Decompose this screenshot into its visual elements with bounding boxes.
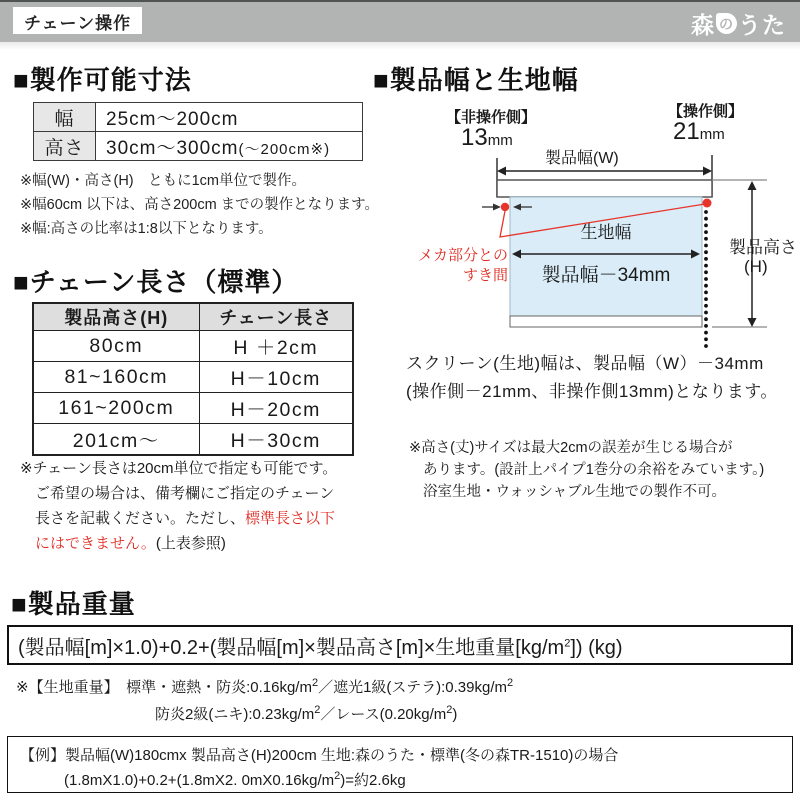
section-title-chain-length: ■チェーン長さ（標準） <box>13 267 299 297</box>
mechanism-gap-label <box>395 246 508 286</box>
formula-text: (製品幅[m]×1.0)+0.2+(製品幅[m]×製品高さ[m]×生地重量[kg/m <box>18 636 565 659</box>
non-operation-side-label: 【非操作側】 <box>446 109 537 126</box>
fabric-weight-line1 <box>16 676 513 697</box>
note-line <box>20 506 337 531</box>
arrowhead-up <box>748 181 757 190</box>
dimension-value-width <box>96 103 363 132</box>
superscript-2: 2 <box>506 677 514 689</box>
note-text: (上表参照) <box>155 535 226 552</box>
superscript-2: 2 <box>446 704 453 716</box>
cell-height: 80cm <box>33 331 199 362</box>
gap-21mm: 21 <box>673 118 700 145</box>
dimension-label-height: 高さ <box>34 132 96 161</box>
head-rail <box>497 180 712 197</box>
fabric-weight-line2 <box>16 697 513 724</box>
fabric-width-caption <box>406 350 778 406</box>
cell-height: 161~200cm <box>33 393 199 424</box>
superscript-2: 2 <box>564 636 571 649</box>
cell-height: 201cm～ <box>33 424 199 455</box>
col-header-product-height: 製品高さ(H) <box>33 303 199 331</box>
bottom-rail <box>510 316 702 327</box>
dimensions-table <box>33 102 363 161</box>
height-range-note: (～200cm※) <box>238 140 331 158</box>
section-title-dimensions: ■製作可能寸法 <box>13 65 192 95</box>
note-text: ) <box>452 706 458 723</box>
cell-chain: H ＋2cm <box>199 331 353 362</box>
gap-label-line1: メカ部分との <box>417 247 508 264</box>
note-warning-red: 標準長さ以下 <box>245 510 336 527</box>
section-title-fabric-width: ■製品幅と生地幅 <box>373 65 579 95</box>
note-line: 浴室生地・ウォッシャブル生地での製作不可。 <box>423 484 727 500</box>
product-width-label: 製品幅(W) <box>545 150 619 167</box>
chain-length-note <box>20 456 337 556</box>
brand-text-no: の <box>719 15 734 32</box>
brand-text-pre: 森 <box>691 12 715 38</box>
example-line1: 【例】製品幅(W)180cmx 製品高さ(H)200cm 生地:森のうた・標準(冬の森TR-1510)の場合 <box>20 747 619 764</box>
caption-line: スクリーン(生地)幅は、製品幅（W）－34mm <box>406 354 764 373</box>
caption-line: (操作側－21mm、非操作側13mm)となります。 <box>406 382 778 401</box>
operation-type-label: チェーン操作 <box>13 7 142 34</box>
col-header-chain-length: チェーン長さ <box>199 303 353 331</box>
dimensions-notes <box>20 169 379 241</box>
unit-mm: mm <box>487 132 513 149</box>
leaf-icon <box>716 13 737 34</box>
note-line: ※幅(W)・高さ(H) ともに1cm単位で製作。 <box>20 173 307 189</box>
cell-chain: H－10cm <box>199 362 353 393</box>
note-text: 長さを記載ください。ただし、 <box>35 510 246 527</box>
note-line: ※チェーン長さは20cm単位で指定も可能です。 <box>20 460 338 477</box>
example-line2 <box>20 768 792 793</box>
brand-logo <box>691 7 786 40</box>
table-row <box>33 362 353 393</box>
note-text: 防炎2級(ニキ):0.23kg/m <box>155 706 315 723</box>
table-row <box>34 103 363 132</box>
example-text: )=約2.6kg <box>340 772 406 789</box>
note-line: ご希望の場合は、備考欄にご指定のチェーン <box>35 485 335 502</box>
fabric-weight-notes <box>16 676 513 724</box>
weight-formula-box <box>7 625 793 665</box>
note-warning-red: にはできません。 <box>35 535 156 552</box>
width-diagram <box>395 100 800 355</box>
note-line: ※幅60cm 以下は、高さ200cm までの製作となります。 <box>20 197 380 213</box>
fabric-weight-label: ※【生地重量】 <box>16 679 112 696</box>
weight-example-box <box>7 736 793 793</box>
note-line <box>20 531 337 556</box>
dimension-label-width: 幅 <box>34 103 96 132</box>
arrowhead-down <box>748 318 757 327</box>
superscript-2: 2 <box>314 704 321 716</box>
gap-label-line2: すき間 <box>462 267 508 284</box>
title-bar-shadow <box>0 42 800 50</box>
unit-mm: mm <box>699 126 725 143</box>
non-operation-side-value <box>461 124 513 152</box>
chain-length-table <box>32 302 354 456</box>
arrowhead-right <box>703 167 712 176</box>
formula-text: ]) (kg) <box>570 636 623 659</box>
width-range: 25cm～200cm <box>106 108 239 130</box>
gap-dot-left <box>501 203 509 211</box>
section-title-weight: ■製品重量 <box>11 589 136 619</box>
table-header-row <box>33 303 353 331</box>
superscript-2: 2 <box>311 677 319 689</box>
height-range: 30cm～300cm <box>106 137 239 159</box>
fabric-width-formula: 製品幅－34mm <box>541 265 671 286</box>
note-text: ／遮光1級(ステラ):0.39kg/m <box>318 679 507 696</box>
note-text: ／レース(0.20kg/m <box>320 706 447 723</box>
arrowhead-left <box>497 167 506 176</box>
example-text: (1.8mX1.0)+0.2+(1.8mX2. 0mX0.16kg/m <box>64 772 335 789</box>
weight-formula <box>18 631 623 660</box>
superscript-2: 2 <box>334 770 341 782</box>
fabric-width-label: 生地幅 <box>580 223 632 242</box>
cell-chain: H－20cm <box>199 393 353 424</box>
note-line: ※幅:高さの比率は1:8以下となります。 <box>20 221 273 237</box>
cell-height: 81~160cm <box>33 362 199 393</box>
operation-side-label: 【操作側】 <box>668 103 744 120</box>
table-row <box>34 132 363 161</box>
cell-chain: H－30cm <box>199 424 353 455</box>
height-tolerance-notes <box>409 437 764 503</box>
gap-dot-right <box>703 199 712 208</box>
product-height-sub: (H) <box>744 257 768 276</box>
table-row <box>33 331 353 362</box>
product-height-label: 製品高さ <box>729 238 797 257</box>
note-line: あります。(設計上パイプ1巻分の余裕をみています。) <box>423 462 765 478</box>
table-row <box>33 393 353 424</box>
gap-arrowhead <box>493 204 501 211</box>
operation-side-value <box>673 118 725 146</box>
note-text: 標準・遮熱・防炎:0.16kg/m <box>111 679 312 696</box>
gap-13mm: 13 <box>461 124 488 151</box>
note-line: ※高さ(丈)サイズは最大2cmの誤差が生じる場合が <box>409 440 733 456</box>
brand-text-post: うた <box>738 12 786 38</box>
fabric-screen <box>510 197 702 316</box>
table-row <box>33 424 353 455</box>
dimension-value-height <box>96 132 363 161</box>
